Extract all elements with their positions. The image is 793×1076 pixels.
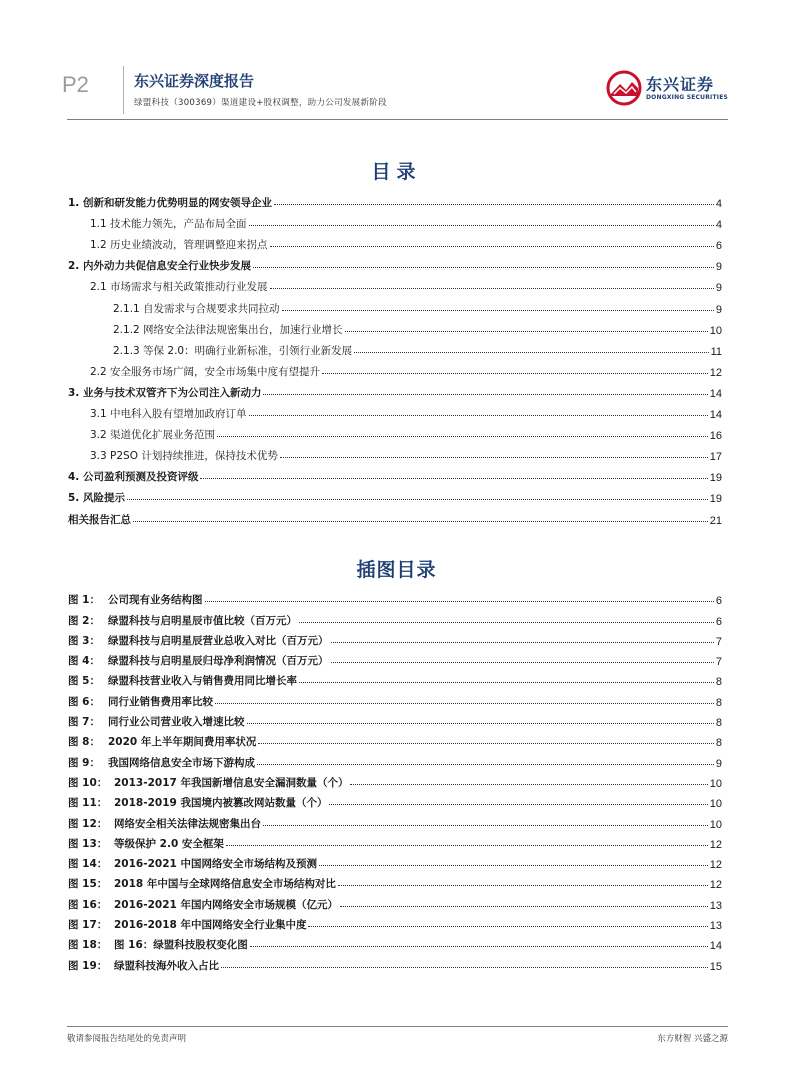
figure-item-number: 图 2： — [68, 614, 100, 627]
leader-dots — [299, 621, 714, 623]
toc-item-label: 相关报告汇总 — [68, 513, 131, 526]
figure-item-label: 同行业公司营业收入增速比较 — [108, 716, 245, 729]
figure-item-page: 8 — [715, 717, 722, 730]
figure-item-page: 9 — [715, 757, 722, 770]
leader-dots — [308, 925, 707, 927]
figure-item[interactable] — [68, 871, 722, 891]
leader-dots — [215, 702, 714, 704]
toc-item[interactable] — [68, 189, 722, 210]
toc-item[interactable] — [68, 442, 722, 463]
figure-item-page: 12 — [709, 879, 722, 892]
figure-item-number: 图 1： — [68, 594, 100, 607]
toc-item-page: 9 — [715, 282, 722, 295]
figure-item-number: 图 6： — [68, 695, 100, 708]
figure-item-number: 图 18： — [68, 939, 108, 952]
leader-dots — [249, 224, 714, 226]
toc-item-page: 14 — [709, 409, 722, 422]
figure-item[interactable] — [68, 790, 722, 810]
page-header — [0, 0, 793, 120]
figure-item-page: 8 — [715, 696, 722, 709]
leader-dots — [249, 414, 708, 416]
figure-item-number: 图 15： — [68, 878, 108, 891]
leader-dots — [217, 435, 708, 437]
toc-item[interactable] — [68, 463, 722, 484]
toc-item-label: 2. 内外动力共促信息安全行业快步发展 — [68, 260, 251, 273]
toc-item[interactable] — [68, 400, 722, 421]
toc-list — [68, 189, 722, 527]
figure-item-number: 图 4： — [68, 655, 100, 668]
leader-dots — [127, 498, 708, 500]
figure-item-page: 12 — [709, 838, 722, 851]
figure-item-number: 图 13： — [68, 837, 108, 850]
toc-item-page: 10 — [709, 324, 722, 337]
logo-mark-icon — [606, 70, 642, 106]
footer-disclaimer: 敬请参阅报告结尾处的免责声明 — [67, 1034, 187, 1044]
figure-item[interactable] — [68, 770, 722, 790]
figure-item-label: 2020 年上半年期间费用率状况 — [108, 736, 257, 749]
leader-dots — [270, 287, 714, 289]
leader-dots — [299, 681, 714, 683]
figure-item-page: 10 — [709, 798, 722, 811]
figure-item[interactable] — [68, 891, 722, 911]
toc-item-label: 4. 公司盈利预测及投资评级 — [68, 471, 199, 484]
toc-item[interactable] — [68, 252, 722, 273]
leader-dots — [200, 477, 707, 479]
toc-item-label: 3.1 中电科入股有望增加政府订单 — [90, 408, 247, 421]
toc-item-label: 1.1 技术能力领先，产品布局全面 — [90, 218, 247, 231]
page-number: P2 — [62, 72, 89, 97]
toc-item-page: 19 — [709, 493, 722, 506]
toc-item[interactable] — [68, 379, 722, 400]
company-logo — [606, 70, 731, 106]
leader-dots — [133, 520, 708, 522]
report-type-title: 东兴证券深度报告 — [134, 72, 255, 90]
figure-item-label: 2018 年中国与全球网络信息安全市场结构对比 — [114, 878, 336, 891]
figure-item[interactable] — [68, 952, 722, 972]
toc-item-label: 2.1 市场需求与相关政策推动行业发展 — [90, 281, 268, 294]
leader-dots — [258, 742, 713, 744]
leader-dots — [274, 203, 714, 205]
leader-dots — [205, 600, 714, 602]
figure-item-number: 图 8： — [68, 736, 100, 749]
toc-item[interactable] — [68, 273, 722, 294]
leader-dots — [319, 864, 708, 866]
figure-item-page: 7 — [715, 635, 722, 648]
leader-dots — [270, 245, 714, 247]
figure-item-number: 图 17： — [68, 919, 108, 932]
figure-item[interactable] — [68, 607, 722, 627]
header-rule — [67, 119, 728, 120]
figure-item-number: 图 3： — [68, 634, 100, 647]
figure-item-page: 13 — [709, 920, 722, 933]
figure-item-page: 13 — [709, 899, 722, 912]
figure-item-number: 图 11： — [68, 797, 108, 810]
figure-item-number: 图 7： — [68, 716, 100, 729]
figure-item-label: 绿盟科技与启明星辰营业总收入对比（百万元） — [108, 634, 329, 647]
figure-item[interactable] — [68, 587, 722, 607]
toc-item[interactable] — [68, 505, 722, 526]
toc-item[interactable] — [68, 294, 722, 315]
figure-item-page: 8 — [715, 676, 722, 689]
figure-item[interactable] — [68, 810, 722, 830]
figure-item[interactable] — [68, 851, 722, 871]
figure-item[interactable] — [68, 912, 722, 932]
toc-item[interactable] — [68, 358, 722, 379]
figure-item[interactable] — [68, 729, 722, 749]
figure-item-label: 绿盟科技与启明星辰归母净利润情况（百万元） — [108, 655, 329, 668]
figure-item[interactable] — [68, 668, 722, 688]
leader-dots — [247, 722, 714, 724]
leader-dots — [250, 945, 708, 947]
leader-dots — [322, 372, 708, 374]
leader-dots — [263, 824, 708, 826]
figure-item-page: 12 — [709, 859, 722, 872]
figure-item-label: 2016-2021 年国内网络安全市场规模（亿元） — [114, 898, 338, 911]
toc-item-label: 5. 风险提示 — [68, 492, 125, 505]
toc-item-label: 3.3 P2SO 计划持续推进，保持技术优势 — [90, 450, 278, 463]
figure-list-title: 插图目录 — [356, 559, 437, 581]
figure-item-label: 绿盟科技海外收入占比 — [114, 959, 219, 972]
logo-text-en: DONGXING SECURITIES — [646, 94, 729, 101]
figure-item-page: 6 — [715, 615, 722, 628]
figure-item-label: 2013-2017 年我国新增信息安全漏洞数量（个） — [114, 776, 349, 789]
figure-item[interactable] — [68, 749, 722, 769]
figure-item-number: 图 16： — [68, 898, 108, 911]
leader-dots — [345, 330, 708, 332]
toc-item[interactable] — [68, 484, 722, 505]
figure-item[interactable] — [68, 831, 722, 851]
toc-item[interactable] — [68, 337, 722, 358]
leader-dots — [263, 393, 707, 395]
leader-dots — [331, 641, 714, 643]
figure-item[interactable] — [68, 688, 722, 708]
toc-item-page: 12 — [709, 366, 722, 379]
footer-rule — [67, 1026, 728, 1027]
leader-dots — [226, 844, 708, 846]
leader-dots — [329, 803, 707, 805]
toc-item-page: 4 — [715, 198, 722, 211]
figure-item-page: 15 — [709, 960, 722, 973]
leader-dots — [257, 763, 714, 765]
leader-dots — [354, 351, 708, 353]
logo-text-cn: 东兴证券 — [646, 75, 715, 94]
figure-item-label: 网络安全相关法律法规密集出台 — [114, 817, 261, 830]
toc-item-page: 14 — [709, 387, 722, 400]
figure-list — [68, 587, 722, 973]
leader-dots — [338, 884, 708, 886]
figure-item-page: 10 — [709, 777, 722, 790]
header-divider — [123, 66, 124, 114]
figure-item-number: 图 14： — [68, 858, 108, 871]
toc-item-label: 2.1.3 等保 2.0：明确行业新标准，引领行业新发展 — [113, 344, 353, 357]
toc-item-page: 11 — [710, 345, 722, 358]
toc-item-page: 17 — [709, 451, 722, 464]
leader-dots — [221, 966, 708, 968]
toc-item-page: 4 — [715, 219, 722, 232]
figure-item[interactable] — [68, 628, 722, 648]
toc-item[interactable] — [68, 316, 722, 337]
figure-item-label: 等级保护 2.0 安全框架 — [114, 837, 224, 850]
leader-dots — [280, 456, 708, 458]
leader-dots — [340, 905, 708, 907]
toc-item-page: 9 — [715, 303, 722, 316]
figure-item-label: 公司现有业务结构图 — [108, 594, 203, 607]
footer-slogan: 东方财智 兴盛之源 — [657, 1034, 728, 1044]
figure-item[interactable] — [68, 932, 722, 952]
figure-item-number: 图 19： — [68, 959, 108, 972]
figure-item-number: 图 5： — [68, 675, 100, 688]
figure-item-label: 2016-2021 中国网络安全市场结构及预测 — [114, 858, 317, 871]
figure-item-page: 7 — [715, 656, 722, 669]
toc-item-label: 3. 业务与技术双管齐下为公司注入新动力 — [68, 386, 262, 399]
toc-item-page: 16 — [709, 430, 722, 443]
figure-item-label: 2016-2018 年中国网络安全行业集中度 — [114, 919, 307, 932]
figure-item-number: 图 9： — [68, 756, 100, 769]
toc-item-page: 9 — [715, 261, 722, 274]
leader-dots — [253, 266, 714, 268]
toc-item-label: 1. 创新和研发能力优势明显的网安领导企业 — [68, 197, 272, 210]
toc-item-label: 2.2 安全服务市场广阔，安全市场集中度有望提升 — [90, 365, 321, 378]
leader-dots — [350, 783, 707, 785]
toc-item-page: 6 — [715, 240, 722, 253]
report-subtitle: 绿盟科技（300369）渠道建设+股权调整，助力公司发展新阶段 — [134, 98, 387, 108]
figure-item-label: 图 16：绿盟科技股权变化图 — [114, 939, 248, 952]
toc-title: 目录 — [371, 161, 422, 183]
figure-item-label: 同行业销售费用率比较 — [108, 695, 213, 708]
figure-item-page: 8 — [715, 737, 722, 750]
toc-item-label: 2.1.2 网络安全法律法规密集出台，加速行业增长 — [113, 323, 343, 336]
figure-item-number: 图 10： — [68, 776, 108, 789]
figure-item-page: 6 — [715, 595, 722, 608]
toc-item[interactable] — [68, 210, 722, 231]
figure-item-number: 图 12： — [68, 817, 108, 830]
figure-item[interactable] — [68, 648, 722, 668]
toc-item[interactable] — [68, 421, 722, 442]
toc-item-label: 3.2 渠道优化扩展业务范围 — [90, 429, 216, 442]
leader-dots — [331, 661, 714, 663]
figure-item-label: 2018-2019 我国境内被篡改网站数量（个） — [114, 797, 328, 810]
toc-item-label: 2.1.1 自发需求与合规要求共同拉动 — [113, 302, 280, 315]
toc-item-page: 21 — [709, 514, 722, 527]
figure-item-page: 14 — [709, 940, 722, 953]
figure-item-page: 10 — [709, 818, 722, 831]
figure-item[interactable] — [68, 709, 722, 729]
toc-item-label: 1.2 历史业绩波动，管理调整迎来拐点 — [90, 239, 268, 252]
figure-item-label: 绿盟科技与启明星辰市值比较（百万元） — [108, 614, 297, 627]
toc-item[interactable] — [68, 231, 722, 252]
figure-item-label: 绿盟科技营业收入与销售费用同比增长率 — [108, 675, 297, 688]
leader-dots — [282, 309, 714, 311]
toc-item-page: 19 — [709, 472, 722, 485]
figure-item-label: 我国网络信息安全市场下游构成 — [108, 756, 255, 769]
